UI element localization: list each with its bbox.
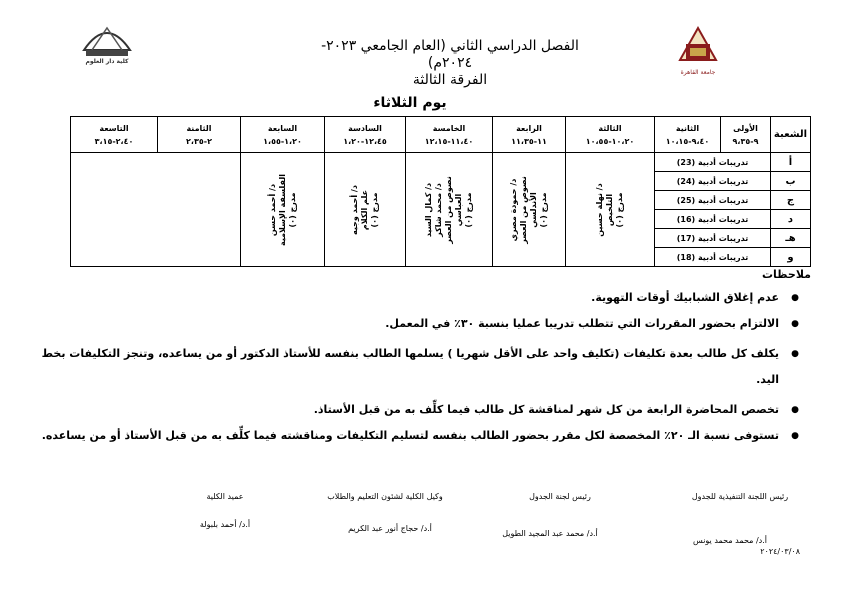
note-item: ● تستوفى نسبة الـ ٢٠٪ المخصصة لكل مقرر بحضور الطالب بنفسه لتسليم التكليفات ومناقشته فيما كلِّف به من قبل الأستاذ أو من يساعده.: [21, 427, 811, 445]
note-item: ● عدم إغلاق الشبابيك أوقات التهوية.: [21, 289, 811, 307]
note-item: ● يكلف كل طالب بعدة تكليفات (تكليف واحد على الأقل شهريا ) يسلمها الطالب بنفسه للأستاذ الدكتور أو من يساعده، وتنجز التكليفات بخط اليد.: [21, 341, 811, 393]
day-title: يوم الثلاثاء: [373, 95, 447, 111]
semester-title: الفصل الدراسي الثاني (العام الجامعي ٢٠٢٣- ٢٠٢٤م): [321, 38, 579, 71]
notes-section: [21, 268, 811, 453]
signature-date: ٢٠٢٤/٠٣/٠٨: [760, 547, 800, 556]
signature-name: أ.د/ أحمد بلبولة: [199, 520, 251, 529]
lecture-cell: د/ نهلة حسين التلخيص مدرج (٠): [566, 153, 655, 267]
signature-role: رئيس اللجنة التنفيذية للجدول: [691, 492, 789, 501]
timetable: [70, 116, 811, 267]
notes-title: ملاحظات: [762, 268, 811, 281]
note-item: ● الالتزام بحضور المقررات التي تتطلب تدريبا عمليا بنسبة ٣٠٪ في المعمل.: [21, 315, 811, 333]
period-header: الثالثة ١٠،٢٠-١٠،٥٥: [566, 117, 655, 153]
signature-role: عميد الكلية: [206, 492, 244, 501]
period-header: الخامسة ١١،٤٠-١٢،١٥: [406, 117, 493, 153]
training-cell: تدريبات أدبية (24): [655, 172, 771, 191]
training-cell: تدريبات أدبية (17): [655, 229, 771, 248]
lecture-cell: د/ أحمد حسن الفلسفة الإسلامية مدرج (٠): [241, 153, 325, 267]
training-cell: تدريبات أدبية (18): [655, 248, 771, 267]
training-cell: تدريبات أدبية (16): [655, 210, 771, 229]
signature-name: أ.د/ محمد محمد يونس: [693, 536, 767, 545]
table-row: [71, 153, 811, 172]
note-item: ● تخصص المحاضرة الرابعة من كل شهر لمناقشة كل طالب فيما كلِّف به من قبل الأستاذ.: [21, 401, 811, 419]
period-header: السادسة ١٢،٤٥-١،٢٠: [325, 117, 406, 153]
section-header: الشعبة: [771, 117, 811, 153]
cairo-university-logo: [676, 20, 720, 78]
document-title: [300, 38, 600, 89]
training-cell: تدريبات أدبية (25): [655, 191, 771, 210]
section-letter: د: [771, 210, 811, 229]
signature-name: أ.د/ محمد عبد المجيد الطويل: [502, 529, 598, 538]
section-letter: و: [771, 248, 811, 267]
section-letter: هـ: [771, 229, 811, 248]
lecture-cell: د/ حمودة مصري نصوص من العصر الأندلسي مدرج (٠): [493, 153, 566, 267]
faculty-logo-caption: كلية دار العلوم: [85, 58, 129, 65]
lecture-cell: د/ أحمد وجيه علم الكلام مدرج (٠): [325, 153, 406, 267]
year-level: الفرقة الثالثة: [412, 72, 488, 88]
faculty-logo: [78, 14, 136, 60]
period-header: الرابعة ١١-١١،٣٥: [493, 117, 566, 153]
signature-role: رئيس لجنة الجدول: [529, 492, 591, 501]
section-letter: ب: [771, 172, 811, 191]
lecture-cell: د/ كمال السيد د/ محمد شاكر نصوص من العصر العباسي مدرج (٠): [406, 153, 493, 267]
period-header: الثامنة ٢-٢،٣٥: [158, 117, 241, 153]
logo-caption: جامعة القاهرة: [680, 69, 716, 76]
section-letter: أ: [771, 153, 811, 172]
training-cell: تدريبات أدبية (23): [655, 153, 771, 172]
signature-name: أ.د/ حجاج أنور عبد الكريم: [348, 524, 432, 533]
empty-cell: [71, 153, 241, 267]
signature-role: وكيل الكلية لشئون التعليم والطلاب: [327, 492, 443, 501]
period-header: الأولى ٩-٩،٣٥: [721, 117, 771, 153]
period-header: التاسعة ٢،٤٠-٣،١٥: [71, 117, 158, 153]
period-header: السابعة ١،٢٠-١،٥٥: [241, 117, 325, 153]
section-letter: ج: [771, 191, 811, 210]
signature-block: [670, 492, 810, 501]
header-row: [71, 117, 811, 153]
period-header: الثانية ٩،٤٠-١٠،١٥: [655, 117, 721, 153]
